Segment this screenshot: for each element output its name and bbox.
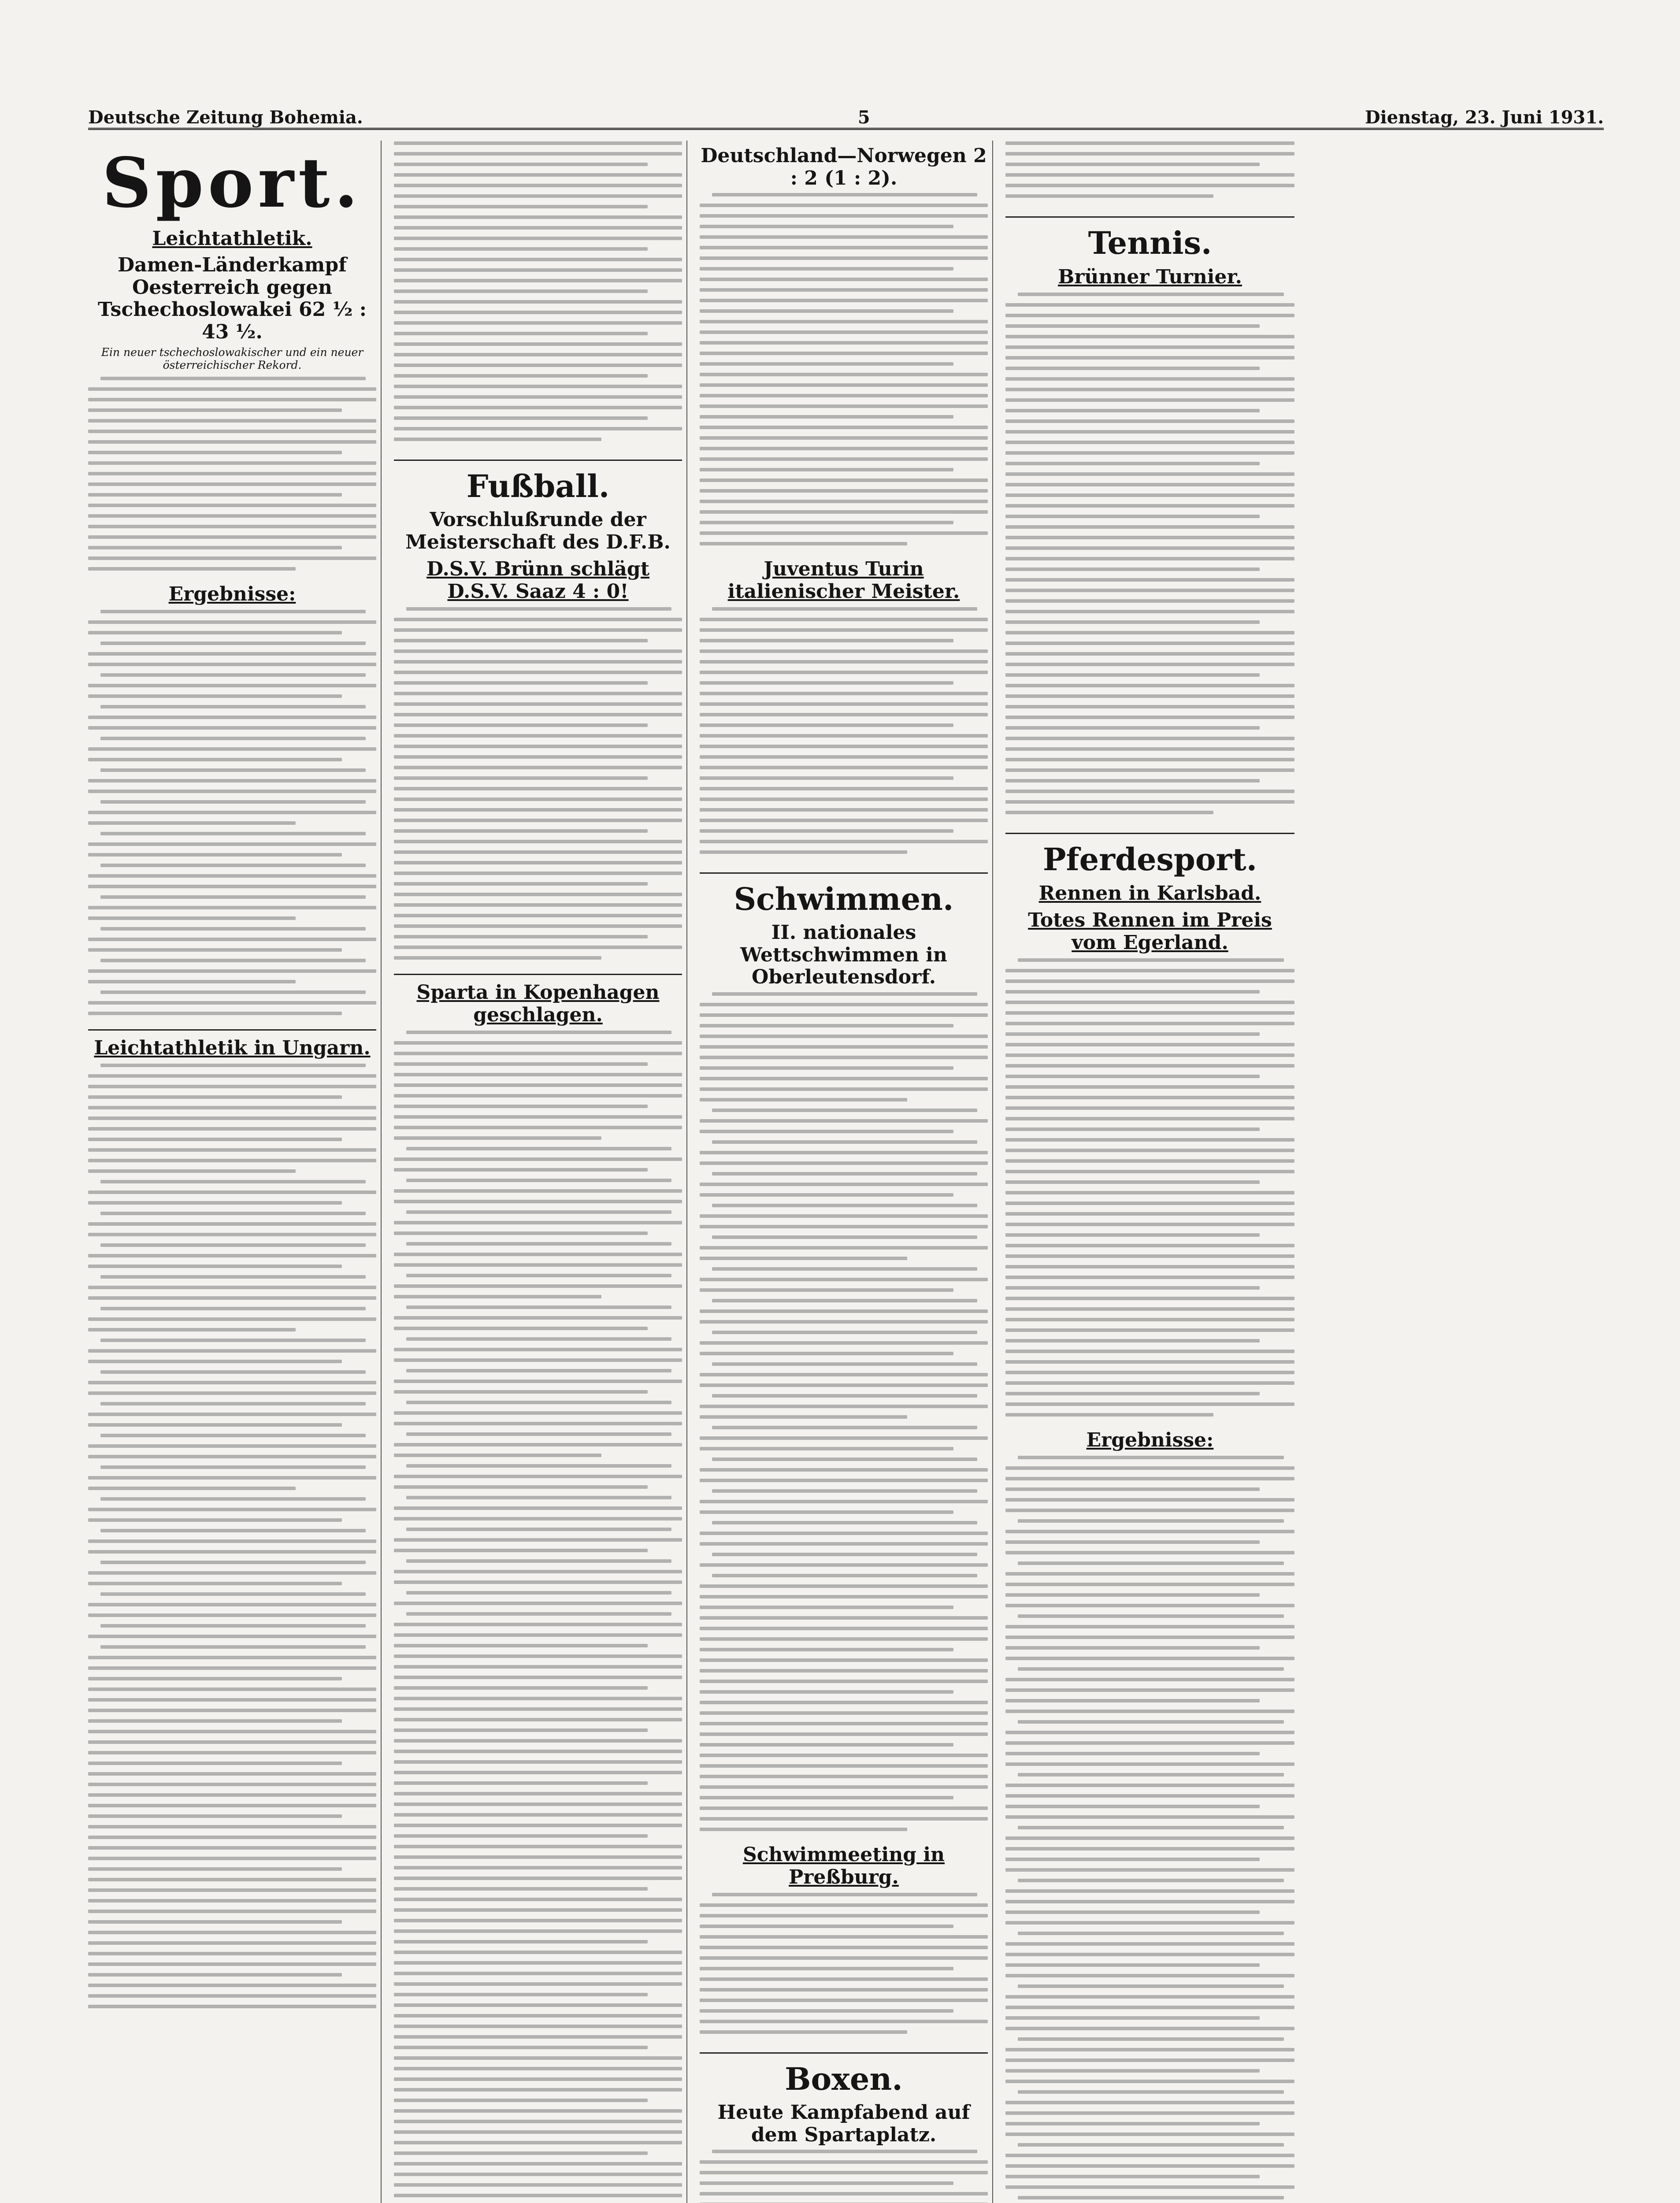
deutschland-norwegen-headline: Deutschland—Norwegen 2 : 2 (1 : 2).	[701, 145, 987, 189]
pferdesport-text-block	[1005, 957, 1294, 1424]
boxen-heading: Boxen.	[700, 2052, 988, 2097]
schwimmen-text-block	[700, 991, 988, 1839]
col4-intro-block	[1005, 141, 1294, 206]
damen-laenderkampf-headline: Damen-Länderkampf Oesterreich gegen Tschechoslowakei 62 ½ : 43 ½.	[97, 254, 367, 343]
pferdesport-results-block	[1005, 1455, 1294, 2203]
newspaper-page	[88, 88, 1604, 2203]
pressburg-text-block	[700, 1892, 988, 2042]
ungarn-heading: Leichtathletik in Ungarn.	[94, 1037, 371, 1060]
issue-date: Dienstag, 23. Juni 1931.	[1365, 107, 1604, 128]
leichtathletik-heading: Leichtathletik.	[152, 227, 312, 250]
continued-results-block	[394, 141, 682, 449]
totes-rennen-heading: Totes Rennen im Preis vom Egerland.	[1028, 909, 1272, 954]
pferdesport-heading: Pferdesport.	[1005, 833, 1294, 878]
kampfabend-headline: Heute Kampfabend auf dem Spartaplatz.	[717, 2101, 970, 2146]
karlsbad-heading: Rennen in Karlsbad.	[1038, 882, 1261, 905]
schwimmen-heading: Schwimmen.	[700, 872, 988, 917]
column-3	[700, 141, 993, 2203]
ergebnisse-heading: Ergebnisse:	[168, 583, 296, 606]
publication-name: Deutsche Zeitung Bohemia.	[88, 107, 363, 128]
juventus-heading: Juventus Turin italienischer Meister.	[727, 558, 960, 603]
column-4	[1005, 141, 1299, 2203]
page-number: 5	[857, 107, 870, 128]
damen-note: Ein neuer tschechoslowakischer und ein neuer österreichischer Rekord.	[101, 346, 363, 372]
vorschlussrunde-headline: Vorschlußrunde der Meisterschaft des D.F.B.	[405, 508, 671, 553]
pferdesport-ergebnisse-heading: Ergebnisse:	[1086, 1429, 1214, 1451]
column-1	[88, 141, 382, 2203]
tennis-text-block	[1005, 292, 1294, 822]
brunner-turnier-heading: Brünner Turnier.	[1058, 266, 1242, 288]
sparta-text-block	[394, 1030, 682, 2203]
tennis-heading: Tennis.	[1005, 216, 1294, 261]
fussball-text-block	[394, 606, 682, 968]
column-2	[394, 141, 687, 2203]
juventus-text-block	[700, 606, 988, 862]
wettschwimmen-headline: II. nationales Wettschwimmen in Oberleutensdorf.	[740, 921, 947, 989]
deutschland-text-block	[700, 192, 988, 553]
ungarn-text-block	[88, 1063, 376, 2016]
dsv-bruenn-subheading: D.S.V. Brünn schlägt D.S.V. Saaz 4 : 0!	[426, 558, 650, 603]
article-text-block	[88, 376, 376, 579]
pressburg-heading: Schwimmeeting in Preßburg.	[742, 1843, 945, 1888]
sparta-heading: Sparta in Kopenhagen geschlagen.	[416, 981, 660, 1027]
sport-heading: Sport.	[102, 142, 363, 223]
fussball-heading: Fußball.	[394, 460, 682, 504]
results-text-block	[88, 609, 376, 1023]
page-header	[88, 88, 1604, 130]
boxen-text-block	[700, 2149, 988, 2203]
